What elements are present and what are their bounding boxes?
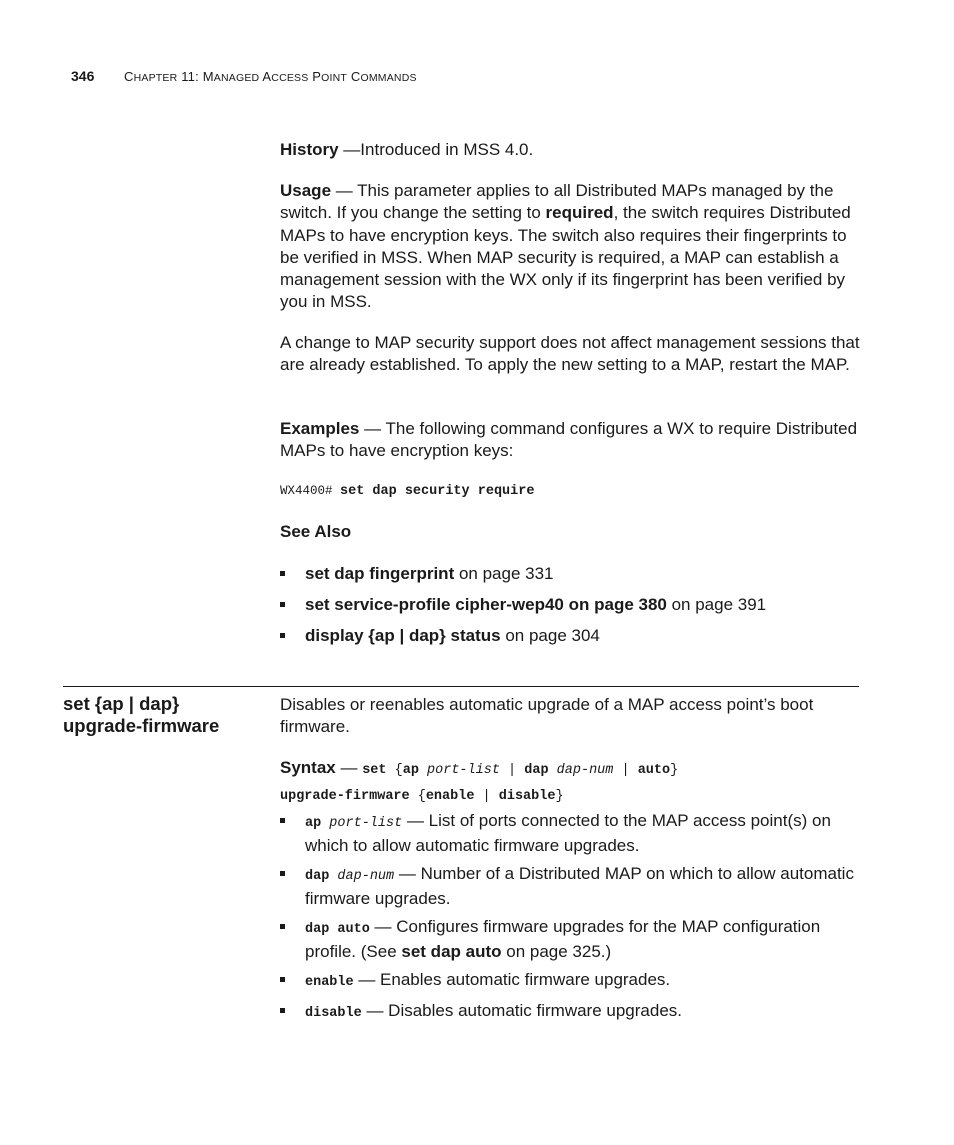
param-item: ap port-list — List of ports connected to the MAP access point(s) on which to allow automatic firmware upgrades. <box>280 810 860 858</box>
set-dap-auto-link[interactable]: set dap auto <box>401 942 502 962</box>
bullet-icon <box>280 924 285 929</box>
code-example <box>280 484 860 499</box>
history-text: —Introduced in MSS 4.0. <box>338 140 534 159</box>
bullet-icon <box>280 633 285 638</box>
usage-text-2: , the switch requires Distributed MAPs to have encryption keys. The switch also requires their fingerprints to be verified in MSS. When MAP security is required, a MAP can establish a management session with the WX only if its fingerprint has been verified by you in MSS. <box>280 203 851 312</box>
section-title: set {ap | dap} upgrade-firmware <box>63 693 220 736</box>
param-item: enable — Enables automatic firmware upgrades. <box>280 969 860 994</box>
security-change-paragraph: A change to MAP security support does not affect management sessions that are already established. To apply the new setting to a MAP, restart the MAP. <box>280 333 860 375</box>
section-divider <box>63 686 859 687</box>
syntax-label: Syntax <box>280 758 336 777</box>
bullet-icon <box>280 571 285 576</box>
cli-command: set dap security require <box>340 484 535 499</box>
cli-prompt: WX4400# <box>280 484 341 498</box>
see-also-link[interactable]: set service-profile cipher-wep40 on page 380 <box>305 595 667 614</box>
param-item: disable — Disables automatic firmware upgrades. <box>280 1000 860 1025</box>
see-also-link[interactable]: set dap fingerprint <box>305 564 455 583</box>
history-label: History <box>280 140 339 159</box>
chapter-header: CHAPTER 11: MANAGED ACCESS POINT COMMANDS <box>124 69 417 84</box>
see-also-heading: See Also <box>280 522 352 541</box>
bullet-icon <box>280 818 285 823</box>
section-description: Disables or reenables automatic upgrade of a MAP access point’s boot firmware. <box>280 695 814 737</box>
page-number: 346 <box>71 68 95 84</box>
param-item: dap dap-num — Number of a Distributed MAP on which to allow automatic firmware upgrades. <box>280 863 860 911</box>
bullet-icon <box>280 871 285 876</box>
bullet-icon <box>280 977 285 982</box>
usage-text-1: — This parameter applies to all Distributed MAPs managed by the switch. If you change the setting to <box>280 181 834 223</box>
examples-text: — The following command configures a WX to require Distributed MAPs to have encryption keys: <box>280 419 858 461</box>
bullet-icon <box>280 1008 285 1013</box>
syntax-block: Syntax — set {ap port-list | dap dap-num | auto} upgrade-firmware {enable | disable} <box>280 758 679 804</box>
history-paragraph <box>280 139 860 161</box>
see-also-item[interactable]: set service-profile cipher-wep40 on page 380 on page 391 <box>280 594 860 616</box>
examples-label: Examples <box>280 419 360 438</box>
see-also-link[interactable]: display {ap | dap} status <box>305 626 501 645</box>
usage-label: Usage <box>280 181 332 200</box>
examples-paragraph <box>280 418 860 463</box>
see-also-item[interactable]: set dap fingerprint on page 331 <box>280 563 860 585</box>
param-item: dap auto — Configures firmware upgrades for the MAP configuration profile. (See set dap auto on page 325.) <box>280 916 860 964</box>
usage-bold-word: required <box>545 203 614 223</box>
see-also-item[interactable]: display {ap | dap} status on page 304 <box>280 625 860 647</box>
bullet-icon <box>280 602 285 607</box>
usage-paragraph <box>280 180 860 314</box>
